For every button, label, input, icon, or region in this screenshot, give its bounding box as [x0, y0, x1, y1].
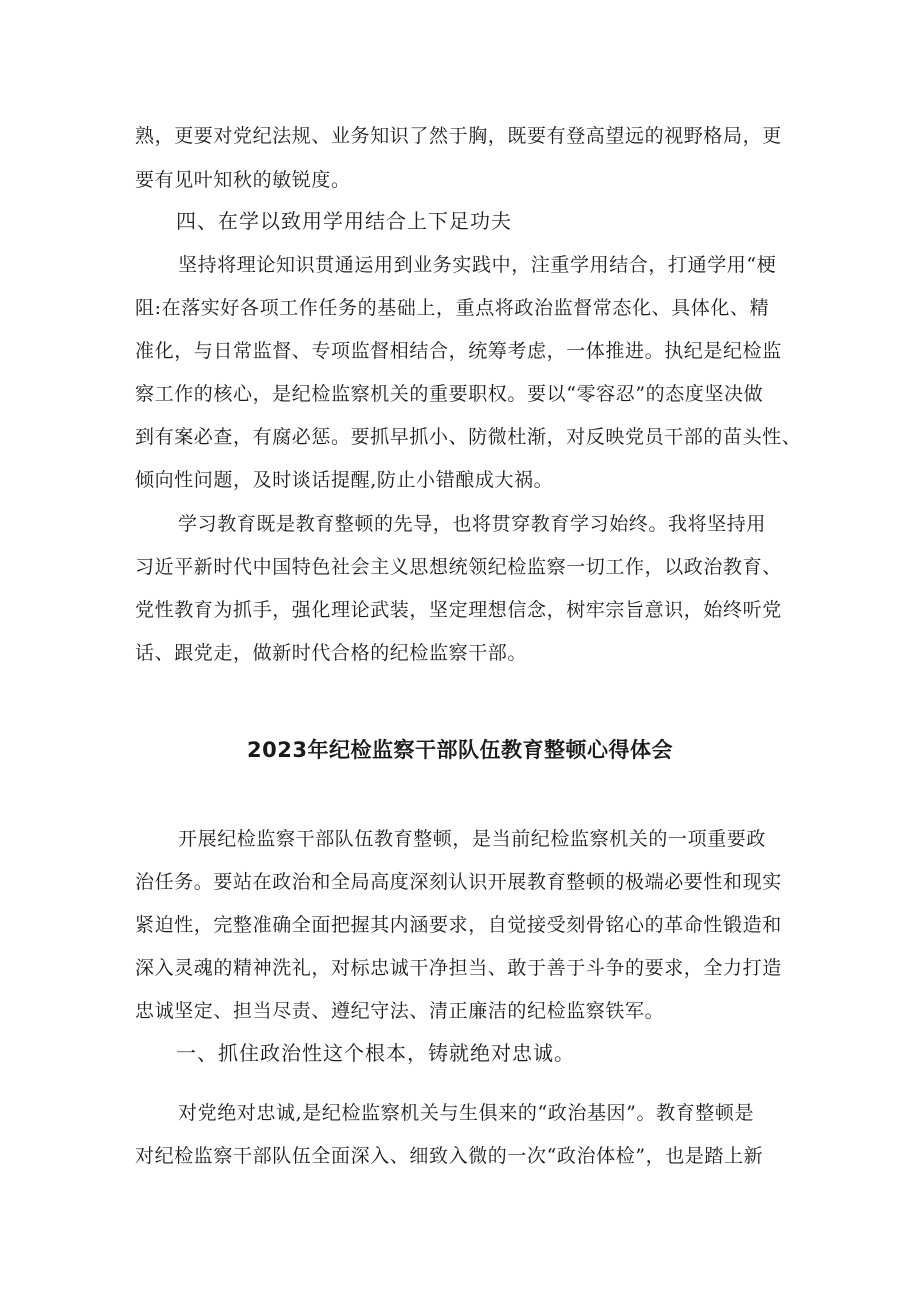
paragraph-line: 察工作的核心，是纪检监察机关的重要职权。要以“零容忍”的态度坚决做 — [135, 383, 764, 405]
paragraph-line: 忠诚坚定、担当尽责、遵纪守法、清正廉洁的纪检监察铁军。 — [135, 1000, 665, 1022]
section-heading: 四、在学以致用学用结合上下足功夫 — [176, 209, 512, 233]
paragraph-line: 倾向性问题，及时谈话提醒,防止小错酿成大祸。 — [135, 469, 554, 491]
paragraph-line: 开展纪检监察干部队伍教育整顿，是当前纪检监察机关的一项重要政 — [178, 828, 767, 850]
paragraph-line: 习近平新时代中国特色社会主义思想统领纪检监察一切工作，以政治教育、 — [135, 556, 782, 578]
paragraph-line: 紧迫性，完整准确全面把握其内涵要求，自觉接受刻骨铭心的革命性锻造和 — [135, 914, 782, 936]
paragraph-line: 阻:在落实好各项工作任务的基础上，重点将政治监督常态化、具体化、精 — [135, 297, 770, 319]
paragraph-line: 对纪检监察干部队伍全面深入、细致入微的一次“政治体检”，也是踏上新 — [135, 1145, 764, 1167]
paragraph-line: 学习教育既是教育整顿的先导，也将贯穿教育学习始终。我将坚持用 — [178, 513, 767, 535]
paragraph-line: 对党绝对忠诚,是纪检监察机关与生俱来的“政治基因”。教育整顿是 — [178, 1102, 755, 1124]
paragraph-line: 治任务。要站在政治和全局高度深刻认识开展教育整顿的极端必要性和现实 — [135, 871, 782, 893]
paragraph-line: 准化，与日常监督、专项监督相结合，统筹考虑，一体推进。执纪是纪检监 — [135, 340, 782, 362]
article-title: 2023年纪检监察干部队伍教育整顿心得体会 — [247, 738, 673, 762]
paragraph-line: 熟，更要对党纪法规、业务知识了然于胸，既要有登高望远的视野格局，更 — [135, 125, 782, 147]
paragraph-line: 党性教育为抓手，强化理论武装，坚定理想信念，树牢宗旨意识，始终听党 — [135, 599, 782, 621]
paragraph-line: 深入灵魂的精神洗礼，对标忠诚干净担当、敢于善于斗争的要求，全力打造 — [135, 957, 782, 979]
section-heading: 一、抓住政治性这个根本，铸就绝对忠诚。 — [176, 1041, 575, 1065]
paragraph-line: 话、跟党走，做新时代合格的纪检监察干部。 — [135, 642, 528, 664]
paragraph-line: 坚持将理论知识贯通运用到业务实践中，注重学用结合，打通学用“梗 — [178, 254, 777, 276]
paragraph-line: 到有案必查，有腐必惩。要抓早抓小、防微杜渐，对反映党员干部的苗头性、 — [135, 426, 802, 448]
paragraph-line: 要有见叶知秋的敏锐度。 — [135, 169, 351, 191]
